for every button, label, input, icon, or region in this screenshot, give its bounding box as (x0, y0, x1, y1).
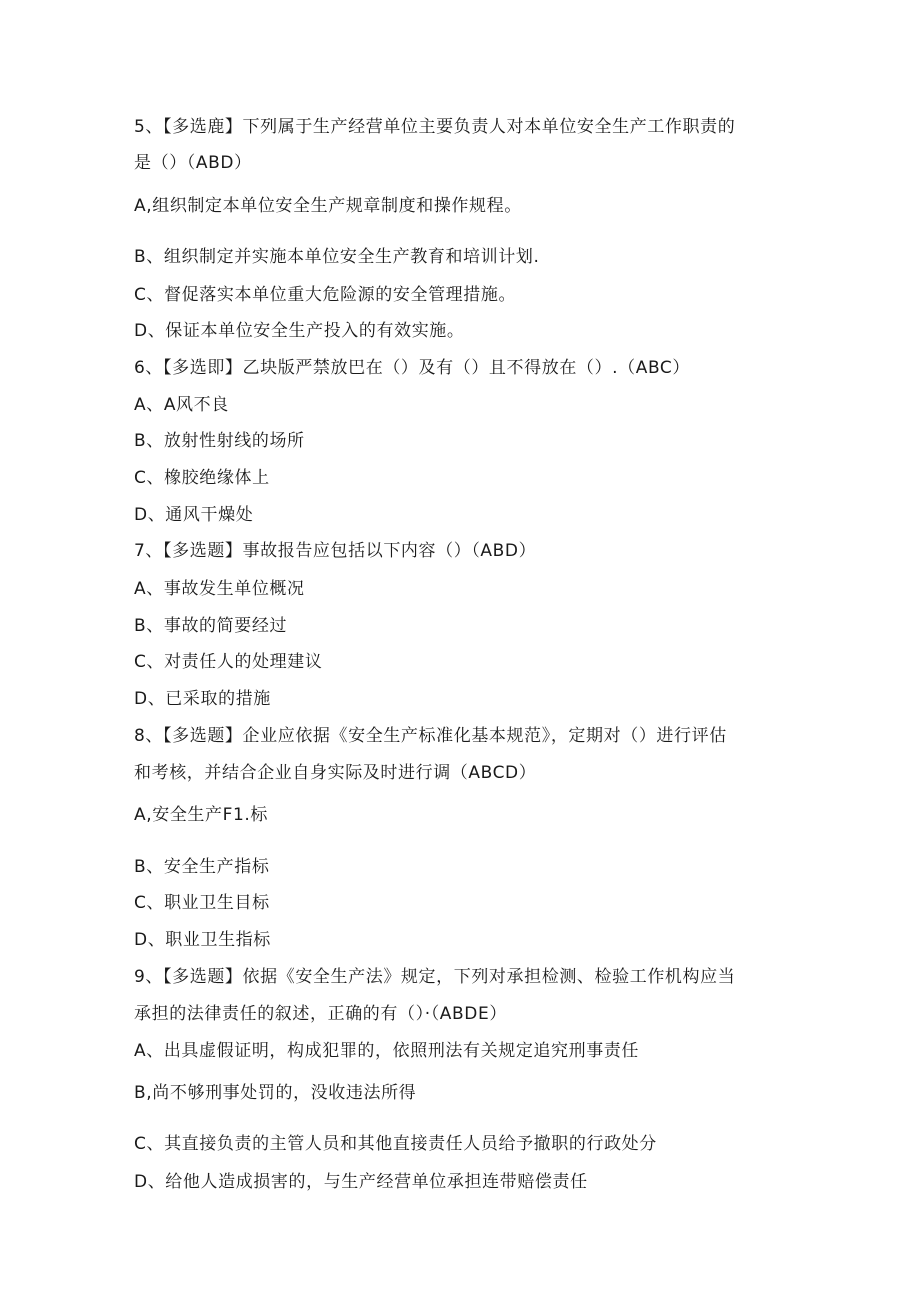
question-6-option-c: C、橡胶绝缘体上 (134, 468, 270, 488)
question-7-option-d: D、已采取的措施 (134, 689, 271, 709)
question-5-line-1: 5、【多选鹿】下列属于生产经营单位主要负责人对本单位安全生产工作职责的 (134, 117, 736, 137)
question-5-option-c: C、督促落实本单位重大危险源的安全管理措施。 (134, 285, 517, 305)
question-7-line-1: 7、【多选题】事故报告应包括以下内容（）（ABD） (134, 541, 537, 561)
question-8-line-2: 和考核，并结合企业自身实际及时进行调（ABCD） (134, 763, 537, 783)
question-6-option-d: D、通风干燥处 (134, 505, 254, 525)
question-6-option-a: A、A风不良 (134, 395, 229, 415)
question-9-option-b: B,尚不够刑事处罚的，没收违法所得 (134, 1083, 417, 1103)
question-8-option-d: D、职业卫生指标 (134, 930, 271, 950)
question-5-option-a: A,组织制定本单位安全生产规章制度和操作规程。 (134, 196, 522, 216)
question-7-option-a: A、事故发生单位概况 (134, 579, 305, 599)
question-8-line-1: 8、【多选题】企业应依据《安全生产标准化基本规范》，定期对（）进行评估 (134, 726, 727, 746)
question-9-line-1: 9、【多选题】依据《安全生产法》规定，下列对承担检测、检验工作机构应当 (134, 967, 736, 987)
question-7-option-c: C、对责任人的处理建议 (134, 652, 323, 672)
question-6-option-b: B、放射性射线的场所 (134, 431, 305, 451)
question-6-line-1: 6、【多选即】乙块版严禁放巴在（）及有（）且不得放在（）.（ABC） (134, 358, 690, 378)
question-5-line-2: 是（）（ABD） (134, 153, 252, 173)
question-5-option-d: D、保证本单位安全生产投入的有效实施。 (134, 321, 465, 341)
question-8-option-c: C、职业卫生目标 (134, 893, 270, 913)
question-7-option-b: B、事故的简要经过 (134, 616, 288, 636)
question-9-option-c: C、其直接负责的主管人员和其他直接责任人员给予撤职的行政处分 (134, 1134, 657, 1154)
question-8-option-b: B、安全生产指标 (134, 857, 270, 877)
question-9-option-d: D、给他人造成损害的，与生产经营单位承担连带赔偿责任 (134, 1172, 588, 1192)
question-8-option-a: A,安全生产F1.标 (134, 805, 269, 825)
question-9-option-a: A、出具虚假证明，构成犯罪的，依照刑法有关规定追究刑事责任 (134, 1041, 640, 1061)
question-5-option-b: B、组织制定并实施本单位安全生产教育和培训计划. (134, 247, 540, 267)
question-9-line-2: 承担的法律责任的叙述，正确的有（）·（ABDE） (134, 1004, 507, 1024)
